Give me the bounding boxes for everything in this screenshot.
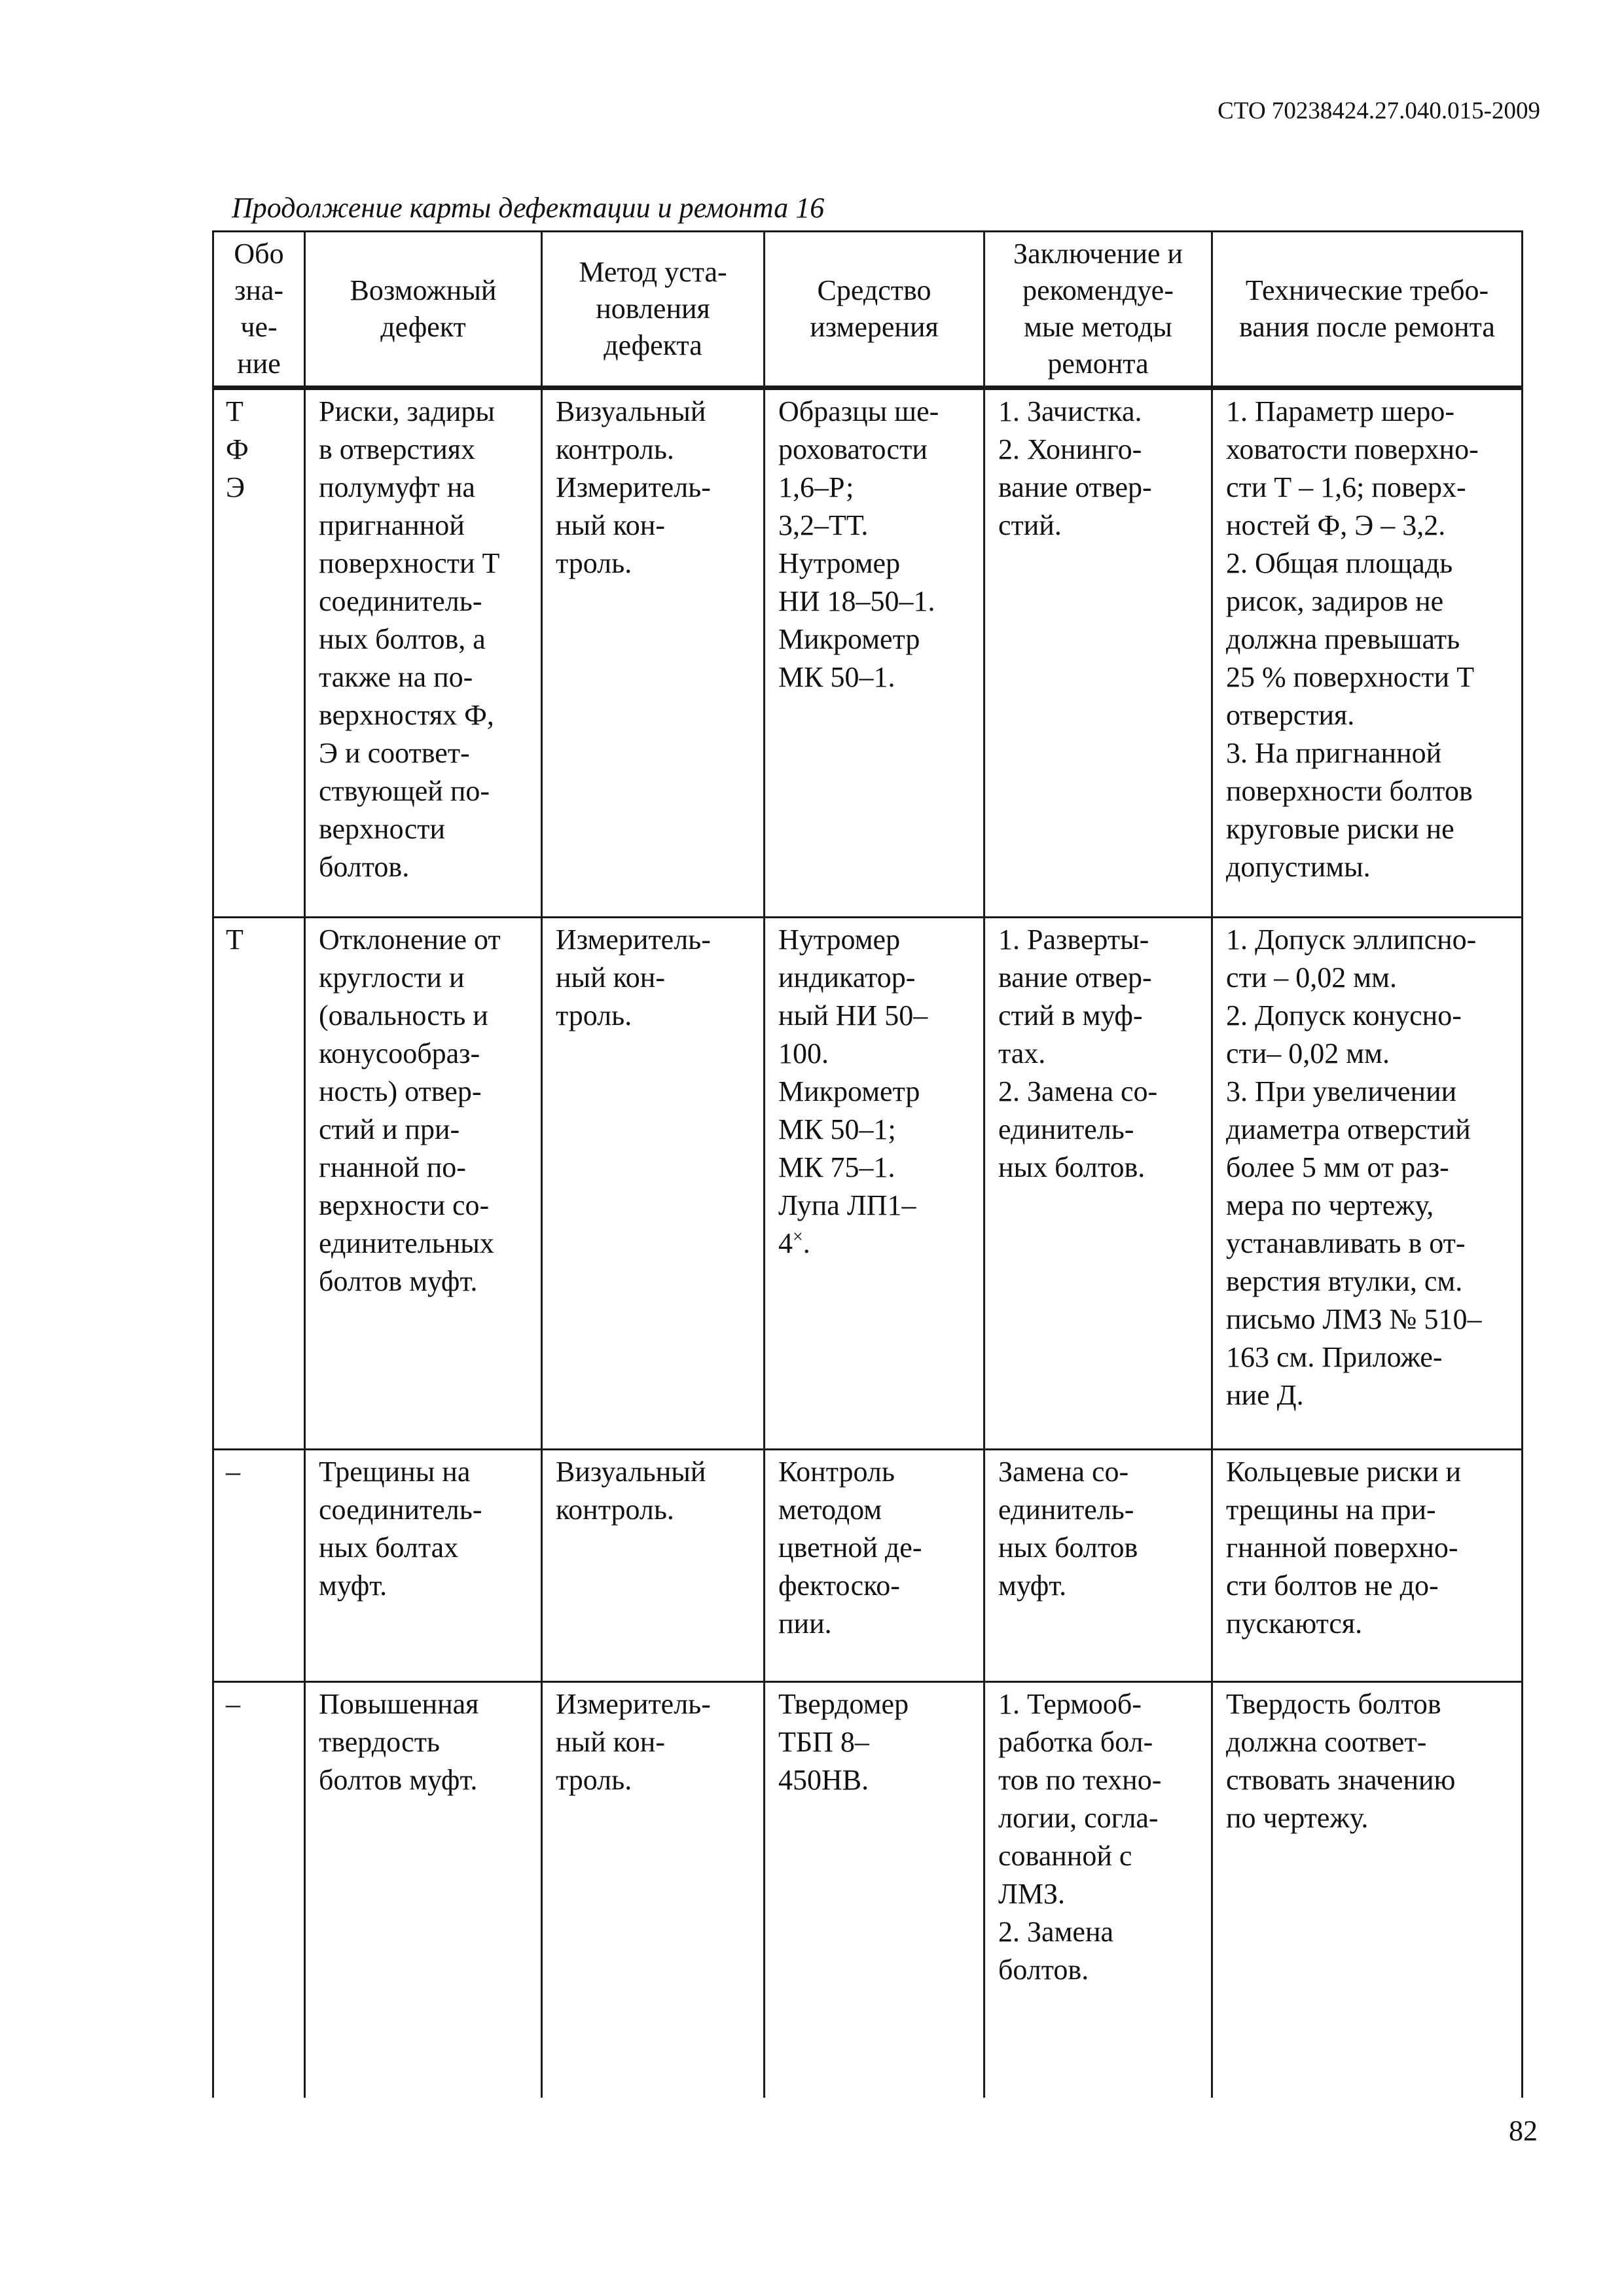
cell-repair [984,1450,1212,1682]
cell-line: Ф [226,433,249,465]
cell-line: цветной де- [778,1532,922,1564]
cell-line: логии, согла- [998,1802,1159,1834]
cell-line: 3. При увеличении [1226,1075,1457,1107]
cell-line: 1. Разверты- [998,924,1149,956]
cell-line: сти болтов не до- [1226,1570,1439,1602]
header-tech-requirements [1212,232,1523,388]
cell-line: дефекта [604,329,702,361]
cell-line: 2. Замена [998,1916,1114,1948]
cell-line: Твердость болтов [1226,1688,1441,1720]
cell-line: Трещины на [319,1456,471,1488]
header-row [213,232,1523,388]
cell-line: гнанной по- [319,1151,466,1183]
cell-line: поверхности Т [319,547,500,579]
cell-line: вание отвер- [998,961,1152,994]
table-row [213,1450,1523,1682]
cell-line: единительных [319,1227,494,1259]
cell-line: ных болтов. [998,1151,1146,1183]
cell-line: в отверстиях [319,433,476,465]
table-header [213,232,1523,388]
cell-line: муфт. [998,1570,1067,1602]
header-detection-method [542,232,765,388]
cell-line: 1. Зачистка. [998,395,1142,427]
cell-line: ЛМЗ. [998,1878,1066,1910]
table-row [213,1682,1523,2098]
cell-line: пригнанной [319,509,465,541]
header-conclusion-repair [984,232,1212,388]
cell-line: 3,2–ТТ. [778,509,869,541]
cell-line: че- [240,311,278,343]
cell-line: ховатости поверхно- [1226,433,1479,465]
cell-line: Микрометр [778,1075,920,1107]
cell-line: методом [778,1494,882,1526]
cell-method [542,1450,765,1682]
table-row [213,918,1523,1450]
cell-line: муфт. [319,1570,388,1602]
cell-line: 2. Общая площадь [1226,547,1453,579]
tool-magnification: 4 [778,1227,793,1259]
cell-line: верстия втулки, см. [1226,1265,1463,1297]
cell-line: ние Д. [1226,1379,1304,1411]
header-designation [213,232,305,388]
cell-line: 100. [778,1037,829,1069]
cell-line: Микрометр [778,623,920,655]
cell-line: Нутромер [778,924,901,956]
cell-line: ствующей по- [319,775,490,807]
cell-line: конусообраз- [319,1037,480,1069]
cell-line: ный кон- [556,509,665,541]
cell-tool [765,1682,984,2098]
cell-line: сти Т – 1,6; поверх- [1226,471,1466,503]
cell-line: по чертежу. [1226,1802,1369,1834]
cell-line: Э [226,471,245,503]
cell-line: 1. Параметр шеро- [1226,395,1455,427]
cell-line: роховатости [778,433,928,465]
cell-defect [305,388,542,918]
cell-line: (овальность и [319,999,488,1031]
cell-line: верхностях Ф, [319,699,494,731]
page-number: 82 [1509,2115,1538,2147]
cell-line: отверстия. [1226,699,1355,731]
header-measuring-tool [765,232,984,388]
cell-line: ный кон- [556,961,665,994]
cell-line: – [226,1456,240,1488]
cell-designation [213,1450,305,1682]
cell-method [542,1682,765,2098]
cell-line: Метод уста- [579,256,727,288]
cell-line: Измеритель- [556,924,711,956]
cell-line: 450НВ. [778,1764,869,1796]
defect-table-container [212,230,1521,2077]
cell-repair [984,1682,1212,2098]
cell-line: стий. [998,509,1062,541]
cell-line: Т [226,924,244,956]
cell-line: МК 50–1; [778,1113,896,1145]
cell-line: Твердомер [778,1688,909,1720]
cell-line: единитель- [998,1113,1134,1145]
cell-line: единитель- [998,1494,1134,1526]
cell-line: сти – 0,02 мм. [1226,961,1397,994]
cell-designation [213,918,305,1450]
cell-line: полумуфт на [319,471,475,503]
cell-line: зна- [234,274,284,306]
cell-line: поверхности болтов [1226,775,1473,807]
tool-lines [778,921,970,1225]
cell-requirements [1212,388,1523,918]
cell-line: дефект [380,311,466,343]
cell-defect [305,918,542,1450]
cell-repair [984,918,1212,1450]
cell-line: 1,6–Р; [778,471,854,503]
cell-line: Замена со- [998,1456,1129,1488]
cell-line: измерения [810,311,939,343]
cell-line: НИ 18–50–1. [778,585,935,617]
cell-line: Образцы ше- [778,395,939,427]
cell-designation [213,1682,305,2098]
cell-line: также на по- [319,661,473,693]
cell-line: рекомендуе- [1022,274,1174,306]
document-code: СТО 70238424.27.040.015-2009 [1218,98,1540,124]
cell-line: вания после ремонта [1239,311,1495,343]
cell-line: ный НИ 50– [778,999,928,1031]
cell-requirements [1212,1450,1523,1682]
cell-requirements [1212,918,1523,1450]
cell-line: Контроль [778,1456,895,1488]
cell-line: Измеритель- [556,1688,711,1720]
cell-line: рисок, задиров не [1226,585,1444,617]
cell-line: пии. [778,1607,832,1640]
cell-line: мера по чертежу, [1226,1189,1434,1221]
cell-line: 1. Допуск эллипсно- [1226,924,1477,956]
cell-line: диаметра отверстий [1226,1113,1471,1145]
header-possible-defect [305,232,542,388]
cell-line: ных болтах [319,1532,459,1564]
cell-line: твердость [319,1726,441,1758]
cell-line: 2. Допуск конусно- [1226,999,1462,1031]
cell-tool [765,1450,984,1682]
cell-line: ность) отвер- [319,1075,482,1107]
cell-line: Средство [817,274,931,306]
cell-line: верхности [319,813,445,845]
cell-line: сти– 0,02 мм. [1226,1037,1390,1069]
cell-line: ремонта [1047,348,1149,380]
cell-tool [765,388,984,918]
cell-line: 2. Замена со- [998,1075,1158,1107]
cell-method [542,918,765,1450]
cell-line: Т [226,395,244,427]
cell-line: Нутромер [778,547,901,579]
cell-line: трещины на при- [1226,1494,1436,1526]
tool-last-line [778,1225,970,1263]
cell-line: ный кон- [556,1726,665,1758]
cell-line: ных болтов [998,1532,1138,1564]
cell-line: 163 см. Приложе- [1226,1341,1443,1373]
cell-line: устанавливать в от- [1226,1227,1466,1259]
cell-method [542,388,765,918]
cell-line: работка бол- [998,1726,1153,1758]
cell-line: ние [237,348,281,380]
cell-line: – [226,1688,240,1720]
table-caption: Продолжение карты дефектации и ремонта 16 [232,192,825,224]
cell-line: соединитель- [319,585,482,617]
cell-line: круглости и [319,961,465,994]
cell-line: круговые риски не [1226,813,1454,845]
cell-line: ствовать значению [1226,1764,1456,1796]
cell-line: более 5 мм от раз- [1226,1151,1449,1183]
cell-line: 1. Термооб- [998,1688,1142,1720]
cell-line: контроль. [556,1494,674,1526]
cell-line: 25 % поверхности Т [1226,661,1475,693]
cell-line: болтов. [319,851,410,883]
cell-tool [765,918,984,1450]
cell-line: соединитель- [319,1494,482,1526]
cell-line: ных болтов, а [319,623,486,655]
cell-line: новления [596,293,710,325]
cell-line: Визуальный [556,395,706,427]
table-row [213,388,1523,918]
cell-line: гнанной поверхно- [1226,1532,1458,1564]
cell-line: Измеритель- [556,471,711,503]
cell-line: болтов муфт. [319,1265,478,1297]
cell-line: троль. [556,547,632,579]
cell-line: Отклонение от [319,924,501,956]
cell-line: индикатор- [778,961,916,994]
cell-line: троль. [556,1764,632,1796]
table-body [213,388,1523,2098]
cell-line: Технические требо- [1245,274,1489,306]
cell-line: Повышенная [319,1688,479,1720]
cell-line: Э и соответ- [319,737,470,769]
cell-line: МК 75–1. [778,1151,895,1183]
cell-line: вание отвер- [998,471,1152,503]
cell-designation [213,388,305,918]
tool-magnification-sign: × [793,1227,803,1247]
cell-requirements [1212,1682,1523,2098]
cell-line: Визуальный [556,1456,706,1488]
cell-line: Заключение и [1013,238,1183,270]
cell-line: фектоско- [778,1570,900,1602]
cell-line: сованной с [998,1840,1132,1872]
cell-line: Обо [234,238,284,270]
cell-line: Риски, задиры [319,395,495,427]
cell-line: ТБП 8– [778,1726,869,1758]
cell-line: мые методы [1024,311,1172,343]
cell-line: болтов муфт. [319,1764,478,1796]
tool-last-period: . [803,1227,810,1259]
cell-line: МК 50–1. [778,661,895,693]
cell-line: верхности со- [319,1189,490,1221]
cell-line: контроль. [556,433,674,465]
cell-line: тов по техно- [998,1764,1162,1796]
cell-line: письмо ЛМЗ № 510– [1226,1303,1482,1335]
cell-repair [984,388,1212,918]
cell-line: троль. [556,999,632,1031]
cell-defect [305,1450,542,1682]
cell-line: пускаются. [1226,1607,1363,1640]
defect-repair-table [212,230,1523,2098]
cell-line: допустимы. [1226,851,1371,883]
cell-line: стий в муф- [998,999,1143,1031]
cell-line: Лупа ЛП1– [778,1189,916,1221]
cell-defect [305,1682,542,2098]
cell-line: Кольцевые риски и [1226,1456,1462,1488]
cell-line: стий и при- [319,1113,460,1145]
cell-line: Возможный [350,274,497,306]
cell-line: ностей Ф, Э – 3,2. [1226,509,1446,541]
cell-line: должна превышать [1226,623,1460,655]
cell-line: болтов. [998,1954,1089,1986]
cell-line: тах. [998,1037,1046,1069]
cell-line: должна соответ- [1226,1726,1427,1758]
cell-line: 3. На пригнанной [1226,737,1442,769]
cell-line: 2. Хонинго- [998,433,1142,465]
